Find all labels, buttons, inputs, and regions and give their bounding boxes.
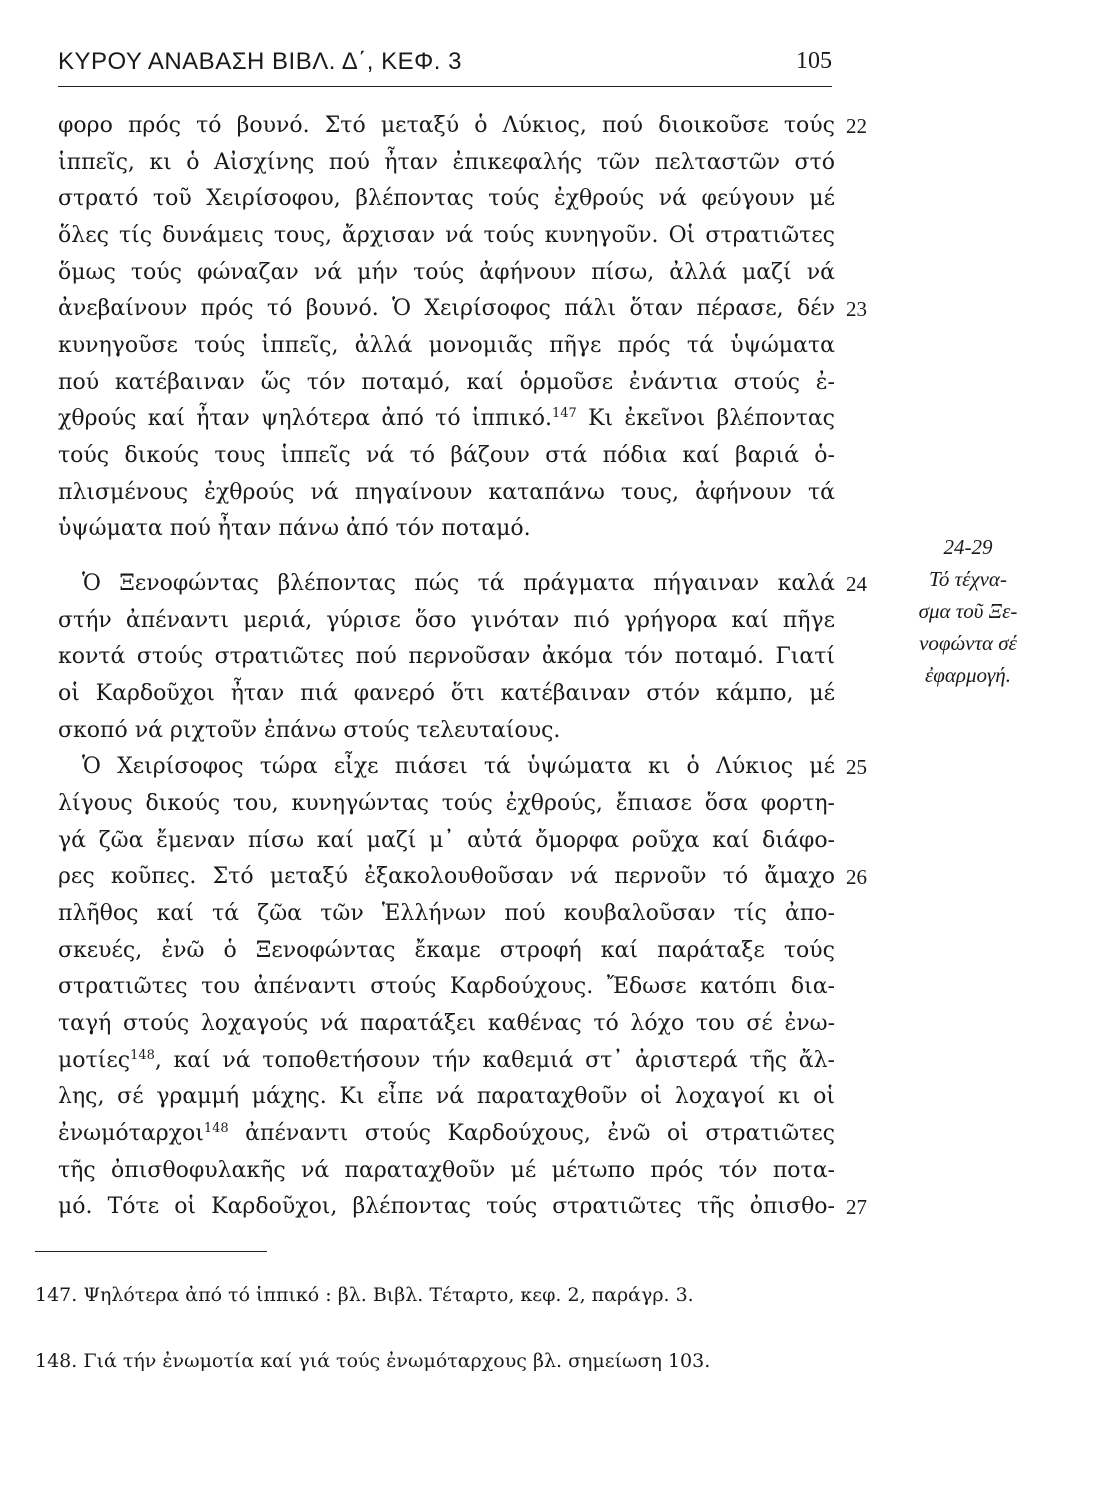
running-header — [58, 42, 832, 87]
footnote-rule — [35, 1251, 267, 1252]
footnote-ref-148: 148 — [203, 1121, 229, 1136]
body-line: ἀνεβαίνουν πρός τό βουνό. Ὁ Χειρίσοφος πάλι ὅταν πέρασε, δέν — [58, 296, 835, 321]
body-line: τῆς ὀπισθοφυλακῆς νά παραταχθοῦν μέ μέτωπο πρός τόν ποτα- — [58, 1158, 835, 1183]
body-line: ἱππεῖς, κι ὁ Αἰσχίνης πού ἦταν ἐπικεφαλής τῶν πελταστῶν στό — [58, 150, 835, 175]
body-line: πλῆθος καί τά ζῶα τῶν Ἑλλήνων πού κουβαλοῦσαν τίς ἀπο- — [58, 901, 835, 926]
section-number: 23 — [846, 297, 867, 321]
body-line: σκοπό νά ριχτοῦν ἐπάνω στούς τελευταίους. — [58, 718, 561, 743]
body-line: μό. Τότε οἱ Καρδοῦχοι, βλέποντας τούς στρατιῶτες τῆς ὀπισθο- — [58, 1194, 835, 1219]
body-line: Ὁ Χειρίσοφος τώρα εἶχε πιάσει τά ὑψώματα κι ὁ Λύκιος μέ — [82, 754, 835, 779]
margin-note-line: σμα τοῦ Ξε- — [918, 599, 1018, 623]
body-line: κοντά στούς στρατιῶτες πού περνοῦσαν ἀκόμα τόν ποταμό. Γιατί — [58, 644, 835, 669]
body-line: ὑψώματα πού ἦταν πάνω ἀπό τόν ποταμό. — [58, 516, 531, 541]
page-number: 105 — [796, 48, 832, 74]
body-line: στήν ἀπέναντι μεριά, γύρισε ὅσο γινόταν πιό γρήγορα καί πῆγε — [58, 608, 835, 633]
line-text: χθρούς καί ἦταν ψηλότερα ἀπό τό ἱππικό. — [58, 406, 552, 431]
footnote-148: 148. Γιά τήν ἐνωμοτία καί γιά τούς ἐνωμόταρχους βλ. σημείωση 103. — [35, 1350, 711, 1372]
body-line: οἱ Καρδοῦχοι ἦταν πιά φανερό ὅτι κατέβαιναν στόν κάμπο, μέ — [58, 681, 835, 706]
body-line: σκευές, ἐνῶ ὁ Ξενοφώντας ἔκαμε στροφή καί παράταξε τούς — [58, 938, 835, 963]
body-line: γά ζῶα ἔμεναν πίσω καί μαζί μ᾽ αὐτά ὄμορφα ροῦχα καί διάφο- — [58, 828, 835, 853]
section-number: 25 — [846, 755, 867, 779]
running-title: ΚΥΡΟΥ ΑΝΑΒΑΣΗ ΒΙΒΛ. Δ΄, ΚΕΦ. 3 — [58, 48, 462, 75]
body-line: πλισμένους ἐχθρούς νά πηγαίνουν καταπάνω τους, ἀφήνουν τά — [58, 480, 835, 505]
line-text: μοτίες — [58, 1048, 131, 1073]
body-line: λης, σέ γραμμή μάχης. Κι εἶπε νά παραταχθοῦν οἱ λοχαγοί κι οἱ — [58, 1084, 835, 1109]
body-line-with-footnote — [58, 404, 835, 434]
body-line: λίγους δικούς του, κυνηγώντας τούς ἐχθρούς, ἔπιασε ὅσα φορτη- — [58, 791, 835, 816]
margin-note-line: ἐφαρμογή. — [925, 663, 1011, 687]
section-number: 24 — [846, 572, 867, 596]
line-text: , καί νά τοποθετήσουν τήν καθεμιά στ᾽ ἀριστερά τῆς ἄλ- — [154, 1048, 835, 1073]
body-line: Ὁ Ξενοφώντας βλέποντας πώς τά πράγματα πήγαιναν καλά — [82, 571, 835, 596]
body-line: στρατιῶτες του ἀπέναντι στούς Καρδούχους. Ἔδωσε κατόπι δια- — [58, 974, 835, 999]
body-line: φορο πρός τό βουνό. Στό μεταξύ ὁ Λύκιος, πού διοικοῦσε τούς — [58, 113, 835, 138]
footnote-ref-147: 147 — [551, 406, 577, 421]
line-text: ἀπέναντι στούς Καρδούχους, ἐνῶ οἱ στρατιῶτες — [228, 1121, 835, 1146]
footnote-ref-148: 148 — [130, 1048, 155, 1063]
margin-note-line: νοφώντα σέ — [919, 631, 1017, 655]
body-line: κυνηγοῦσε τούς ἱππεῖς, ἀλλά μονομιᾶς πῆγε πρός τά ὑψώματα — [58, 333, 835, 358]
body-line: πού κατέβαιναν ὥς τόν ποταμό, καί ὁρμοῦσε ἐνάντια στούς ἐ- — [58, 370, 835, 395]
body-line: ταγή στούς λοχαγούς νά παρατάξει καθένας τό λόχο του σέ ἐνω- — [58, 1011, 835, 1036]
body-line-with-footnote — [58, 1119, 835, 1149]
body-line: ρες κοῦπες. Στό μεταξύ ἐξακολουθοῦσαν νά περνοῦν τό ἄμαχο — [58, 864, 835, 889]
body-line: στρατό τοῦ Χειρίσοφου, βλέποντας τούς ἐχθρούς νά φεύγουν μέ — [58, 186, 835, 211]
body-line: ὅλες τίς δυνάμεις τους, ἄρχισαν νά τούς κυνηγοῦν. Οἱ στρατιῶτες — [58, 223, 835, 248]
line-text: Κι ἐκεῖνοι βλέποντας — [588, 406, 836, 431]
body-line: τούς δικούς τους ἱππεῖς νά τό βάζουν στά πόδια καί βαριά ὁ- — [58, 443, 835, 468]
margin-note-range: 24-29 — [943, 535, 993, 559]
footnote-147: 147. Ψηλότερα ἀπό τό ἱππικό : βλ. Βιβλ. Τέταρτο, κεφ. 2, παράγρ. 3. — [35, 1284, 694, 1306]
section-number: 26 — [846, 865, 867, 889]
section-number: 22 — [846, 114, 867, 138]
section-number: 27 — [846, 1195, 867, 1219]
margin-note-line: Τό τέχνα- — [929, 567, 1007, 591]
body-line: ὅμως τούς φώναζαν νά μήν τούς ἀφήνουν πίσω, ἀλλά μαζί νά — [58, 260, 835, 285]
body-line-with-footnote — [58, 1046, 835, 1076]
line-text: ἐνωμόταρχοι — [58, 1121, 204, 1146]
